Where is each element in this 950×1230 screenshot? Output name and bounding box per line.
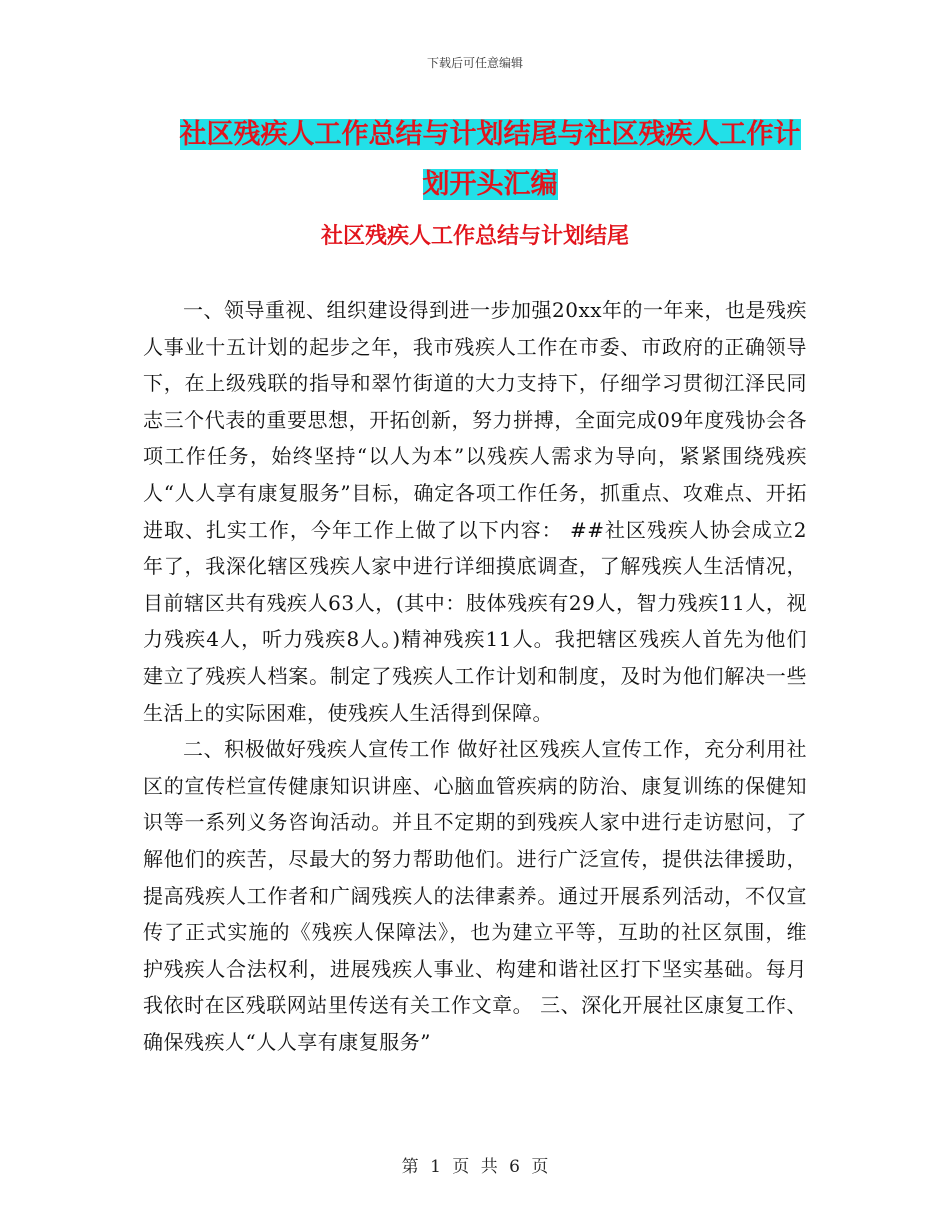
body-text — [143, 292, 807, 1060]
header-note: 下载后可任意编辑 — [426, 56, 523, 70]
document-title-line-1: 社区残疾人工作总结与计划结尾与社区残疾人工作计 — [179, 119, 801, 150]
page-footer: 第 1 页 共 6 页 — [401, 1157, 549, 1177]
section-heading: 社区残疾人工作总结与计划结尾 — [320, 224, 629, 249]
paragraph: 二、积极做好残疾人宣传工作 做好社区残疾人宣传工作，充分利用社区的宣传栏宣传健康知识讲座、心脑血管疾病的防治、康复训练的保健知识等一系列义务咨询活动。并且不定期的到残疾人家中进行走访慰问，了解他们的疾苦，尽最大的努力帮助他们。进行广泛宣传，提供法律援助，提高残疾人工作者和广阔残疾人的法律素养。通过开展系列活动，不仅宣传了正式实施的《残疾人保障法》，也为建立平等，互助的社区氛围，维护残疾人合法权利，进展残疾人事业、构建和谐社区打下坚实基础。每月我依时在区残联网站里传送有关工作文章。 三、深化开展社区康复工作、确保残疾人“人人享有康复服务” — [143, 737, 807, 1054]
document-title-line-2: 划开头汇编 — [422, 169, 558, 200]
paragraph: 一、领导重视、组织建设得到进一步加强20xx年的一年来，也是残疾人事业十五计划的起步之年，我市残疾人工作在市委、市政府的正确领导下，在上级残联的指导和翠竹街道的大力支持下，仔细学习贯彻江泽民同志三个代表的重要思想，开拓创新，努力拼搏，全面完成09年度残协会各项工作任务，始终坚持“以人为本”以残疾人需求为导向，紧紧围绕残疾人“人人享有康复服务”目标，确定各项工作任务，抓重点、攻难点、开拓进取、扎实工作，今年工作上做了以下内容： ##社区残疾人协会成立2年了，我深化辖区残疾人家中进行详细摸底调查，了解残疾人生活情况，目前辖区共有残疾人63人，(其中：肢体残疾有29人，智力残疾11人，视力残疾4人，听力残疾8人。)精神残疾11人。我把辖区残疾人首先为他们建立了残疾人档案。制定了残疾人工作计划和制度，及时为他们解决一些生活上的实际困难，使残疾人生活得到保障。 — [143, 298, 808, 725]
document-title — [160, 110, 820, 210]
